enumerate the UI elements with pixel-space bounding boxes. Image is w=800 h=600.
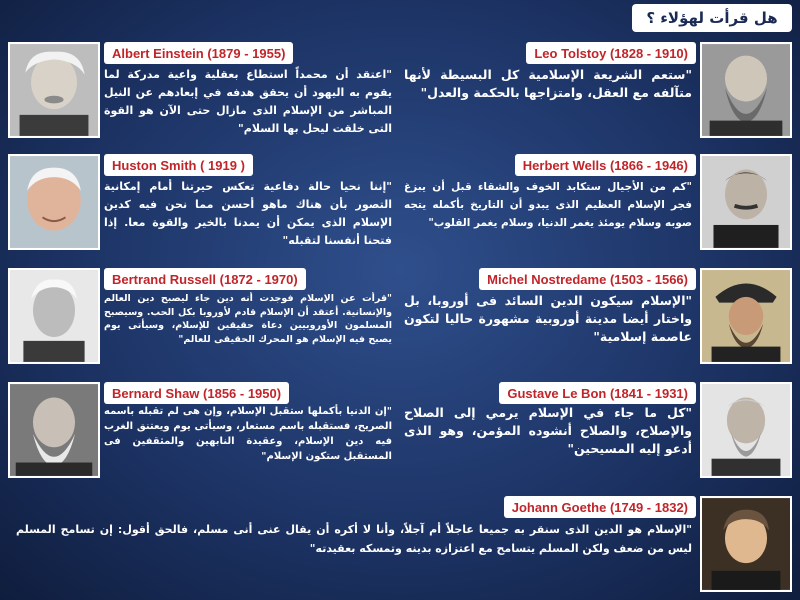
nostredame-portrait [700,268,792,364]
le-bon-quote: "كل ما جاء في الإسلام يرمي إلى الصلاح والإصلاح، والصلاح أنشوده المؤمن، وهو الذى أدعو إليه المسيحين" [404,405,692,456]
le-bon-portrait [700,382,792,478]
shaw-portrait [8,382,100,478]
russell-portrait [8,268,100,364]
russell-quote: "قرأت عن الإسلام فوجدت أنه دين جاء ليصبح دين العالم والإنسانية. أعتقد أن الإسلام قادم لأوروبا بكل الحب. وسيصبح المسلمون الأوروبيين دعاة حقيقين للإسلام، وسيأتى يوم يصبح فيه الإسلام هو المحرك الحقيقى للعالم" [104,293,392,345]
wells-portrait [700,154,792,250]
shaw-quote: "إن الدنيا بأكملها ستقبل الإسلام، وإن هى لم تقبله باسمه الصريح، فستقبله باسم مستعار، وسيأتى يوم ويعتنق الغرب فيه دين الإسلام، وعقيدة النابهين والمثقفين فى المستقبل ستكون الإسلام" [104,406,392,462]
goethe-portrait [700,496,792,592]
wells-quote: "كم من الأجيال ستكابد الخوف والشقاء قبل أن يبزغ فجر الإسلام العظيم الذى يبدو أن التاريخ بأكمله يتجه صوبه وسلام يومئذ يغمر الدنيا، وسلام يغمر القلوب" [404,181,692,229]
nostredame-quote: "الإسلام سيكون الدين السائد فى أوروبا، بل واختار أيضا مدينة أوروبية مشهورة حاليا لتكون عاصمة إسلامية" [404,293,692,344]
russell-name: Bertrand Russell (1872 - 1970) [104,268,306,290]
tolstoy-name: Leo Tolstoy (1828 - 1910) [526,42,696,64]
wells-name: Herbert Wells (1866 - 1946) [515,154,696,176]
huston-smith-name: Huston Smith ( 1919 ) [104,154,253,176]
huston-smith-quote: "إننا نحيا حالة دفاعية تعكس حيرتنا أمام إمكانية التصور بأن هناك ماهو أحسن مما نحن فيه كدين الإسلام الذى يمكن أن يمدنا بالخير والقوة معا. إذا فتحنا أنفسنا لتقبله" [104,180,392,247]
einstein-portrait [8,42,100,138]
einstein-name: Albert Einstein (1879 - 1955) [104,42,293,64]
page-title: هل قرأت لهؤلاء ؟ [632,4,792,32]
goethe-quote: "الإسلام هو الدين الذى سنقر به جميعا عاجلاً أم آجلاً، وأنا لا أكره أن يقال عنى أنى مسلم، فالحق أقول: إن تسامح المسلم ليس من ضعف ولكن المسلم يتسامح مع اعتزازه بدينه وتمسكه بعقيدته" [16,523,692,555]
nostredame-name: Michel Nostredame (1503 - 1566) [479,268,696,290]
le-bon-name: Gustave Le Bon (1841 - 1931) [499,382,696,404]
shaw-name: Bernard Shaw (1856 - 1950) [104,382,289,404]
goethe-name: Johann Goethe (1749 - 1832) [504,496,696,518]
einstein-quote: "اعتقد أن محمداً استطاع بعقلية واعية مدركة لما يقوم به اليهود أن يحقق هدفه في إبعادهم عن النيل المباشر من الإسلام الذى مازال حتى الآن هو القوة التى خلقت ليحل بها السلام" [104,68,392,135]
tolstoy-portrait [700,42,792,138]
huston-smith-portrait [8,154,100,250]
tolstoy-quote: "ستعم الشريعة الإسلامية كل البسيطة لأنها متآلفه مع العقل، وامتزاجها بالحكمة والعدل" [404,67,692,100]
